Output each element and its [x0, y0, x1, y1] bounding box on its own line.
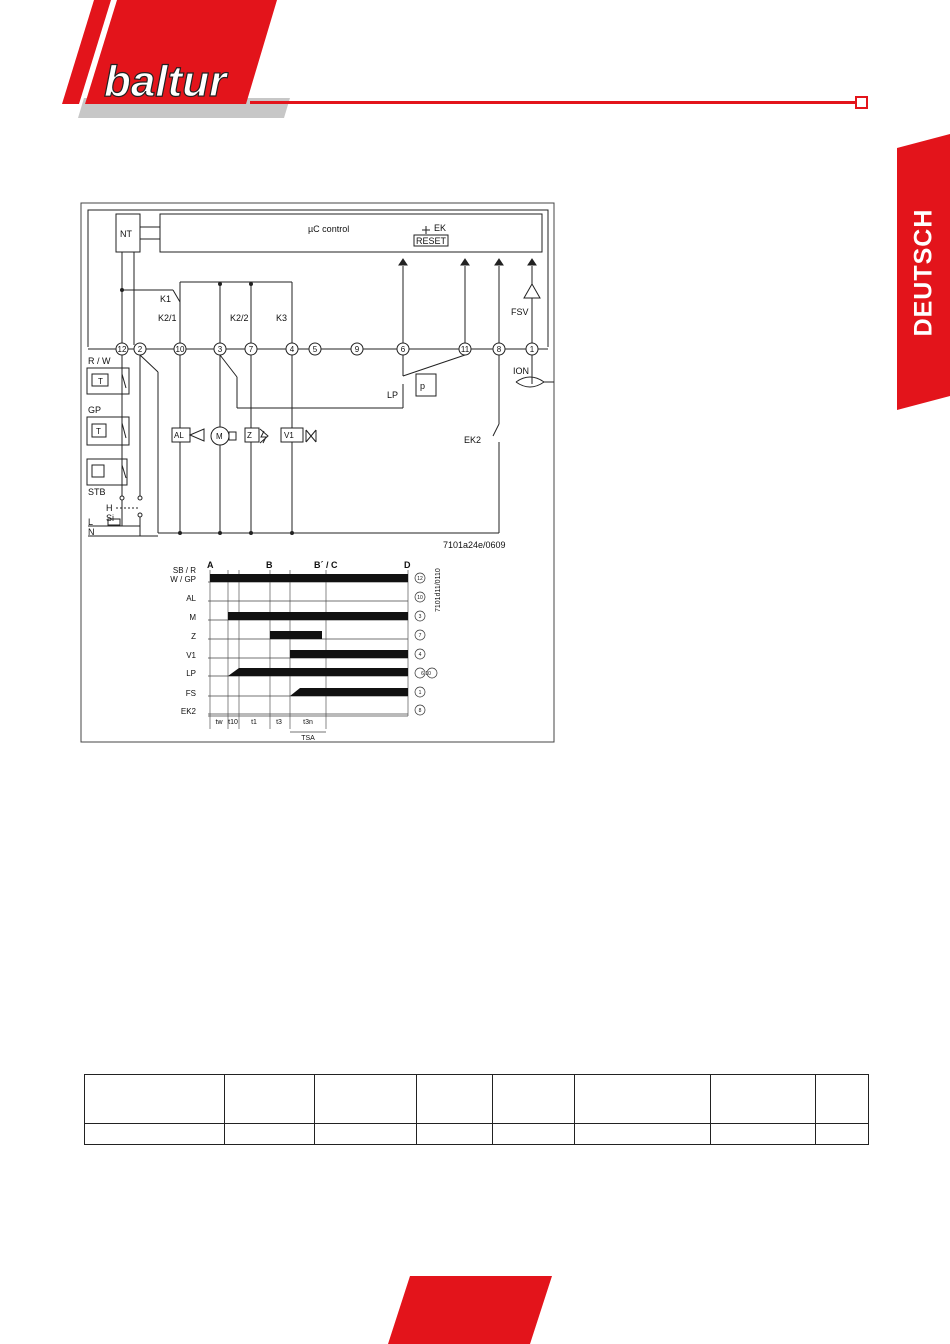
- terminal-2: 2: [137, 345, 143, 354]
- controller-label: µC control: [308, 224, 350, 234]
- phase-d: D: [404, 560, 411, 570]
- language-tab-label: DEUTSCH: [909, 208, 938, 336]
- row-label-al: AL: [186, 594, 196, 603]
- timing-side-ref: 7101d11/0110: [435, 568, 442, 612]
- terminal-10: 10: [175, 345, 185, 354]
- row-label-v1: V1: [186, 651, 196, 660]
- table-cell: [493, 1124, 575, 1145]
- terminal-9: 9: [354, 345, 360, 354]
- rt-4: 4: [418, 652, 422, 658]
- table-cell: [816, 1124, 869, 1145]
- terminal-5: 5: [312, 345, 318, 354]
- terminal-1: 1: [529, 345, 535, 354]
- table-cell: [711, 1124, 816, 1145]
- timing-chart: [170, 560, 442, 742]
- relay-k2-2: K2/2: [230, 313, 249, 323]
- si-label: Si: [106, 513, 115, 523]
- gp-t: T: [96, 427, 101, 436]
- ek-label: EK: [434, 223, 447, 233]
- phase-b: B: [266, 560, 273, 570]
- rt-12: 12: [417, 576, 423, 582]
- header-rule-end-marker: [855, 96, 868, 109]
- l-label: L: [88, 517, 94, 527]
- table-row: [85, 1075, 869, 1124]
- relay-k2-1: K2/1: [158, 313, 177, 323]
- table-cell: [493, 1075, 575, 1124]
- controller-box: [160, 214, 542, 252]
- row-label-lp: LP: [186, 669, 196, 678]
- reset-label: RESET: [416, 236, 447, 246]
- rt-6-10: 6 10: [421, 671, 431, 677]
- rt-3: 3: [418, 614, 422, 620]
- rw-t: T: [98, 377, 103, 386]
- logo-text: baltur: [104, 57, 227, 106]
- lp-label: LP: [387, 390, 399, 400]
- table-cell: [225, 1075, 315, 1124]
- diagram-frame: [81, 203, 554, 742]
- terminal-8: 8: [496, 345, 502, 354]
- spec-table: [84, 1074, 869, 1145]
- row-label-wgp: W / GP: [170, 575, 196, 584]
- controller-arrows: [399, 259, 536, 265]
- load-al: AL: [174, 431, 184, 440]
- time-t1: t1: [251, 719, 257, 726]
- timing-bar-fs: [290, 688, 408, 696]
- rt-8: 8: [418, 708, 422, 714]
- table-cell: [315, 1075, 417, 1124]
- nt-label: NT: [120, 229, 132, 239]
- table-cell: [575, 1075, 711, 1124]
- drawing-reference: 7101a24e/0609: [443, 540, 506, 550]
- terminal-11: 11: [460, 345, 470, 354]
- terminal-7: 7: [248, 345, 254, 354]
- pressure-switch-box: [416, 374, 436, 396]
- fsv-label: FSV: [511, 307, 529, 317]
- timing-bar-m: [228, 612, 408, 620]
- phase-bc: B´ / C: [314, 560, 338, 570]
- stb-box: [87, 459, 127, 485]
- load-m: M: [216, 432, 223, 441]
- ion-label: ION: [513, 366, 530, 376]
- h-label: H: [106, 503, 113, 513]
- relay-k1: K1: [160, 294, 172, 304]
- row-label-m: M: [189, 613, 196, 622]
- timing-bar-z: [270, 631, 322, 639]
- table-cell: [575, 1124, 711, 1145]
- table-cell: [417, 1075, 493, 1124]
- gp-box: [87, 417, 129, 445]
- time-t3: t3: [276, 719, 282, 726]
- wiring-diagram: [80, 202, 556, 744]
- table-cell: [225, 1124, 315, 1145]
- table-cell: [85, 1075, 225, 1124]
- terminal-6: 6: [400, 345, 406, 354]
- ion-probe-symbol: [516, 377, 554, 387]
- terminal-3: 3: [217, 345, 223, 354]
- rt-1: 1: [418, 690, 422, 696]
- rt-10: 10: [417, 595, 423, 601]
- fsv-symbol: [524, 284, 540, 298]
- stb-label: STB: [88, 487, 106, 497]
- time-tw: tw: [215, 719, 223, 726]
- relay-k3: K3: [276, 313, 288, 323]
- phase-a: A: [207, 560, 214, 570]
- row-label-fs: FS: [185, 689, 196, 698]
- table-cell: [315, 1124, 417, 1145]
- pressure-label: p: [420, 381, 426, 391]
- time-tsa: TSA: [301, 735, 315, 742]
- load-v1: V1: [284, 431, 294, 440]
- timing-bar-v1: [290, 650, 408, 658]
- row-label-sb: SB / R: [172, 566, 196, 575]
- rt-7: 7: [418, 633, 422, 639]
- load-z: Z: [247, 431, 252, 440]
- table-cell: [85, 1124, 225, 1145]
- timing-bar-sb: [210, 574, 408, 582]
- time-t10: t10: [228, 719, 238, 726]
- ek2-label: EK2: [464, 435, 482, 445]
- n-label: N: [88, 527, 95, 537]
- table-row: [85, 1124, 869, 1145]
- row-label-ek2: EK2: [180, 707, 196, 716]
- row-label-z: Z: [191, 632, 196, 641]
- header-rule: [250, 101, 856, 104]
- gp-label: GP: [88, 405, 102, 415]
- terminal-12: 12: [117, 345, 127, 354]
- table-cell: [816, 1075, 869, 1124]
- table-cell: [711, 1075, 816, 1124]
- table-cell: [417, 1124, 493, 1145]
- terminal-4: 4: [289, 345, 295, 354]
- page-number-tab: [388, 1276, 552, 1344]
- rw-label: R / W: [88, 356, 111, 366]
- timing-bar-lp: [228, 668, 408, 676]
- time-t3n: t3n: [303, 719, 313, 726]
